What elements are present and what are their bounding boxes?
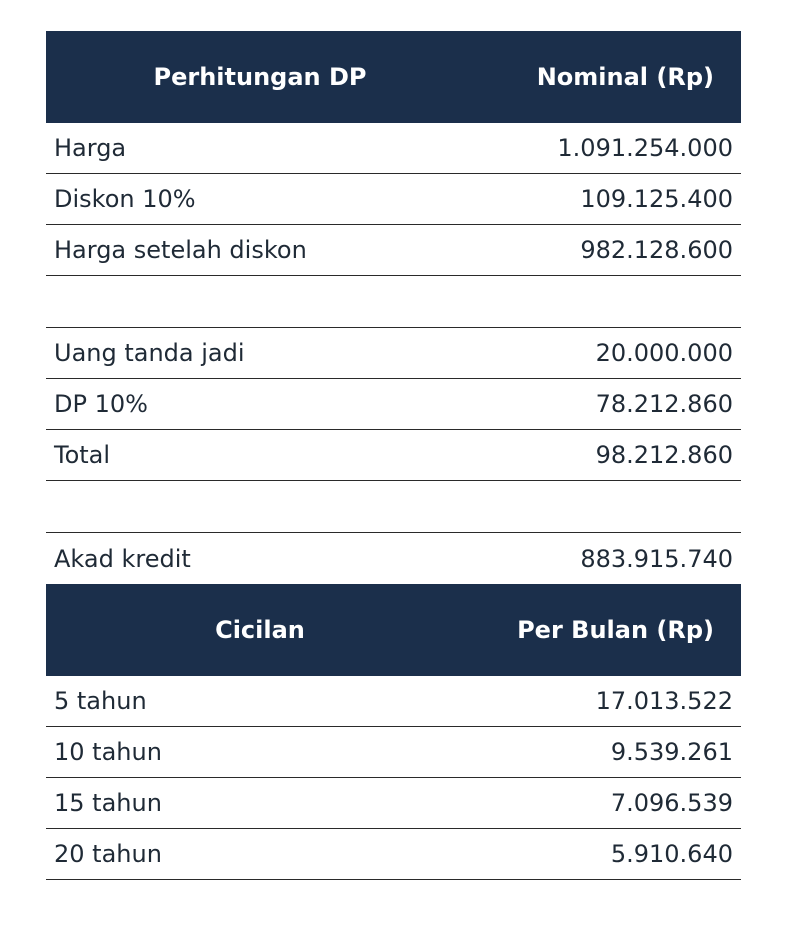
dp-header-nominal: Nominal (Rp) [536,63,714,91]
table-row [46,778,741,829]
row-label: 15 tahun [54,789,162,817]
row-value: 98.212.860 [595,441,733,469]
row-value: 5.910.640 [610,840,733,868]
row-label: 5 tahun [54,687,147,715]
table-row [46,829,741,880]
row-value: 1.091.254.000 [557,134,733,162]
spacer-row [46,276,741,328]
table-row [46,328,741,379]
table-row [46,174,741,225]
table-row [46,379,741,430]
price-breakdown [46,31,741,880]
row-value: 109.125.400 [580,185,733,213]
row-label: 10 tahun [54,738,162,766]
spacer-row [46,481,741,533]
row-label: Uang tanda jadi [54,339,245,367]
installment-header-monthly: Per Bulan (Rp) [517,616,714,644]
table-row [46,225,741,276]
table-row [46,533,741,584]
dp-header-label: Perhitungan DP [153,63,367,91]
row-value: 78.212.860 [595,390,733,418]
row-value: 883.915.740 [580,544,733,573]
row-label: Diskon 10% [54,185,196,213]
row-label: DP 10% [54,390,148,418]
row-label: Harga [54,134,127,162]
row-value: 20.000.000 [595,339,733,367]
dp-table-header [46,31,741,123]
installment-header-label: Cicilan [215,616,305,644]
row-value: 982.128.600 [580,236,733,264]
row-label: Harga setelah diskon [54,236,307,264]
table-row [46,727,741,778]
row-label: Total [54,441,111,469]
table-row [46,123,741,174]
table-row [46,430,741,481]
row-label: 20 tahun [54,840,162,868]
table-row [46,676,741,727]
row-value: 17.013.522 [595,687,733,715]
row-value: 7.096.539 [610,789,733,817]
row-label: Akad kredit [54,544,191,573]
row-value: 9.539.261 [610,738,733,766]
installment-table-header [46,584,741,676]
